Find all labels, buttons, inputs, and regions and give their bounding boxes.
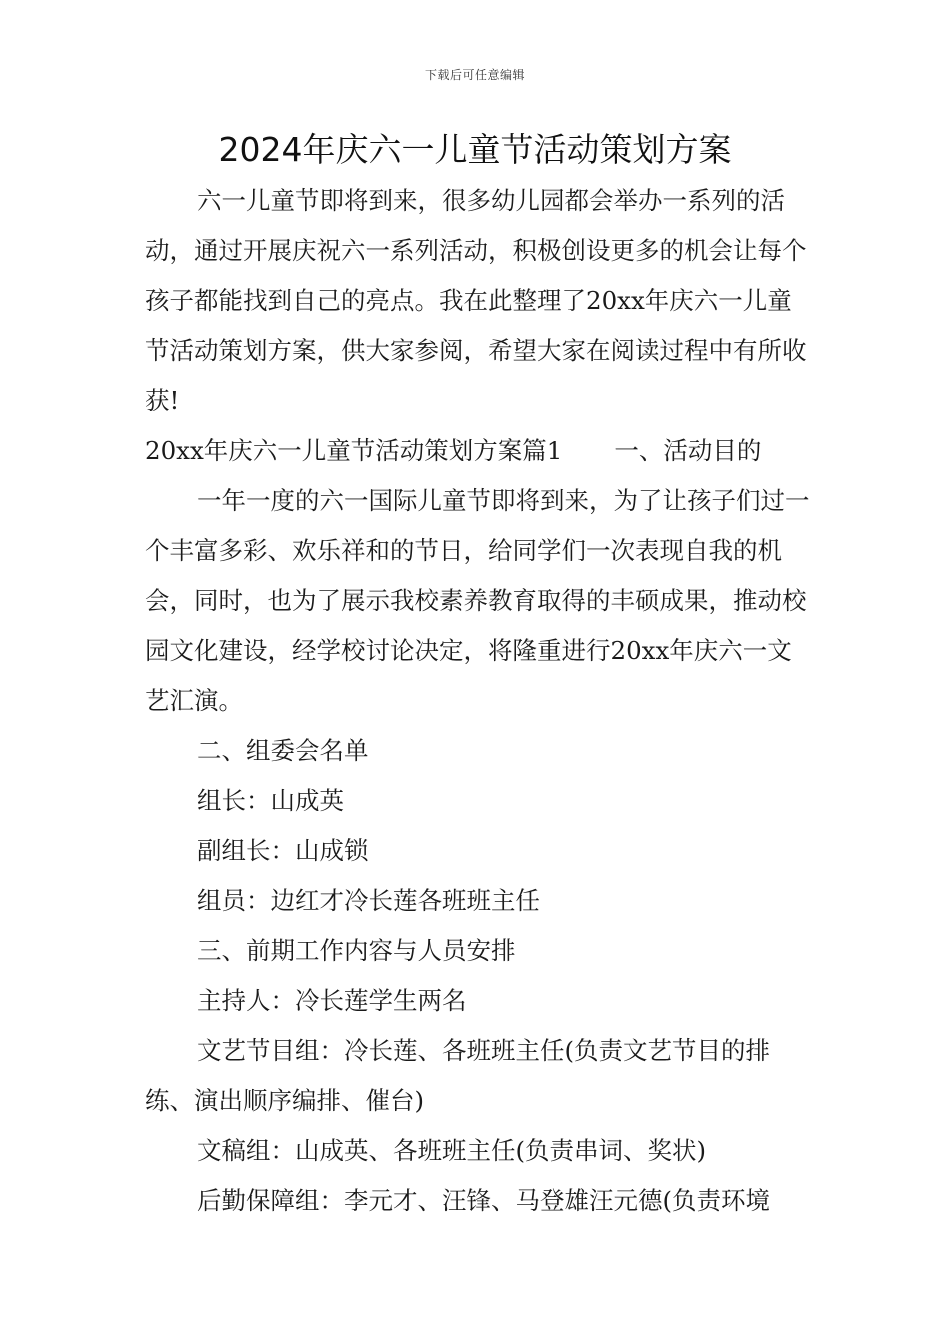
intro-paragraph: 六一儿童节即将到来，很多幼儿园都会举办一系列的活动，通过开展庆祝六一系列活动，积极创设更多的机会让每个孩子都能找到自己的亮点。我在此整理了20xx年庆六一儿童节活动策划方案，供大家参阅，希望大家在阅读过程中有所收获! (145, 186, 807, 415)
document-body (145, 176, 810, 1226)
logistics-group-line: 后勤保障组：李元才、汪锋、马登雄汪元德(负责环境 (197, 1186, 771, 1215)
performance-group-line: 文艺节目组：冷长莲、各班班主任(负责文艺节目的排练、演出顺序编排、催台) (145, 1036, 771, 1115)
purpose-paragraph: 一年一度的六一国际儿童节即将到来，为了让孩子们过一个丰富多彩、欢乐祥和的节日，给同学们一次表现自我的机会，同时，也为了展示我校素养教育取得的丰硕成果，推动校园文化建设，经学校讨论决定，将隆重进行20xx年庆六一文艺汇演。 (145, 486, 810, 715)
section-heading-line (145, 426, 810, 476)
preparation-heading: 三、前期工作内容与人员安排 (197, 936, 516, 965)
header-note: 下载后可任意编辑 (424, 68, 525, 82)
leader-line: 组长：山成英 (197, 786, 344, 815)
script-group-line: 文稿组：山成英、各班班主任(负责串词、奖状) (197, 1136, 707, 1165)
deputy-leader-line: 副组长：山成锁 (197, 836, 369, 865)
members-line: 组员：边红才冷长莲各班班主任 (197, 886, 540, 915)
committee-heading: 二、组委会名单 (197, 736, 369, 765)
section-first-heading: 一、活动目的 (614, 436, 762, 465)
host-line: 主持人：冷长莲学生两名 (197, 986, 467, 1015)
section-title: 20xx年庆六一儿童节活动策划方案篇1 (145, 436, 563, 465)
document-title: 2024年庆六一儿童节活动策划方案 (218, 130, 732, 169)
